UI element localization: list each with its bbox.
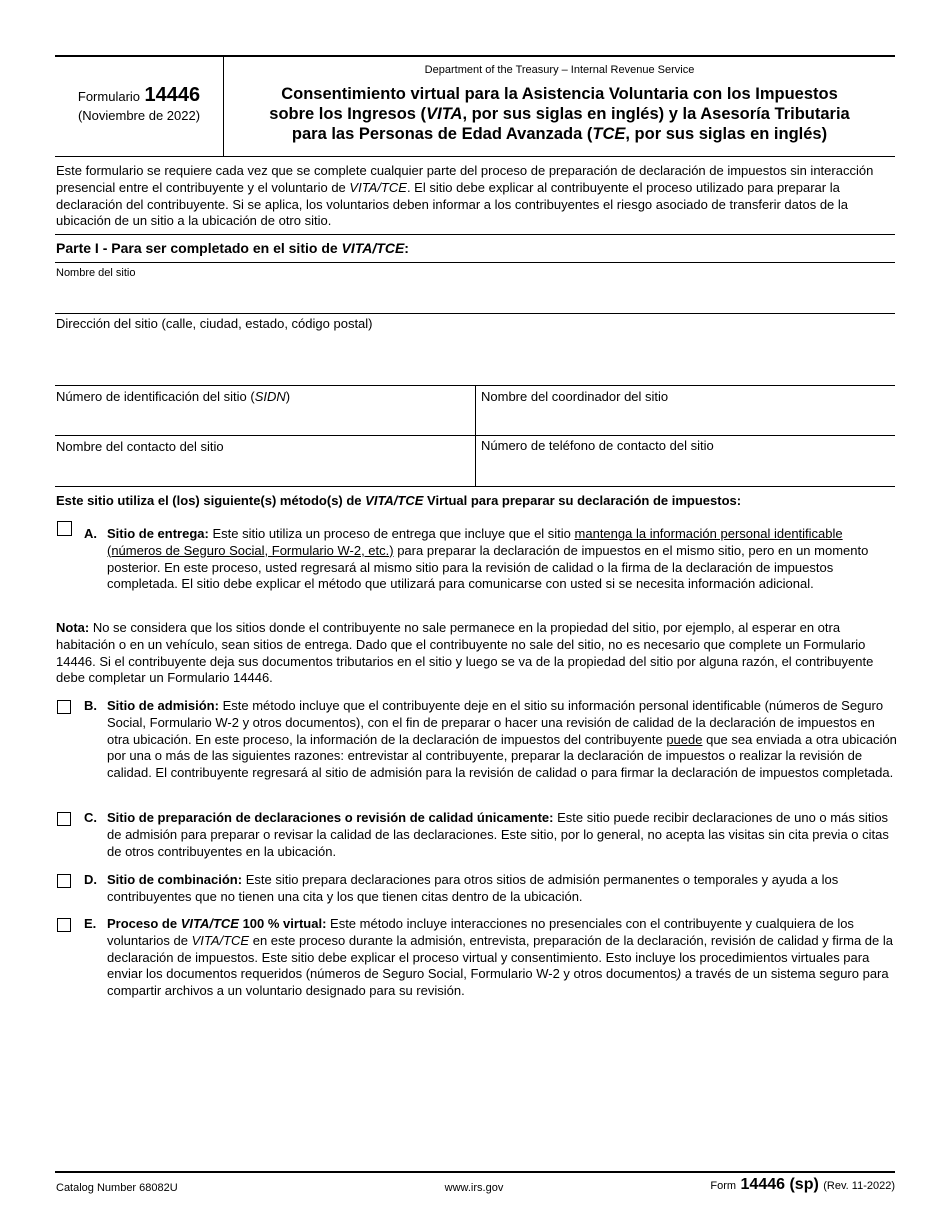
title-tce: TCE — [592, 125, 626, 143]
title-text: sobre los Ingresos ( — [269, 105, 427, 123]
agency-line: Department of the Treasury – Internal Revenue Service — [424, 64, 695, 76]
form-date: (Noviembre de 2022) — [77, 108, 201, 123]
item-a-text: para preparar la declaración de impuestos en el mismo sitio, pero en un momento posterior. En este proceso, usted regresará al mismo sitio para la revisión de calidad o la firma de la declaración de impuestos completada. El sitio debe explicar el método que utilizará para comunicarse con usted si se necesita información adicional. — [107, 542, 869, 592]
item-e-title-text: 100 % virtual: — [238, 916, 327, 931]
methods-text: Virtual para preparar su declaración de impuestos: — [423, 493, 742, 508]
catalog-number: Catalog Number 68082U — [56, 1182, 178, 1194]
site-address-field[interactable] — [55, 333, 895, 383]
form-id-block — [55, 84, 223, 123]
sidn-abbr: SIDN — [254, 389, 286, 404]
sidn-field[interactable] — [55, 405, 473, 433]
item-a-letter: A. — [84, 526, 97, 541]
sidn-text: ) — [285, 389, 291, 404]
part1-top-rule — [55, 234, 895, 235]
field-rule — [55, 435, 895, 436]
intro-text: . El sitio debe explicar al contribuyente el proceso utilizado para preparar la declaración del contribuyente. Si se aplica, los voluntarios deben informar a los contribuyentes el riesgo asociado de transferir datos de la ubicación de un sitio a la ubicación de otro sitio. — [56, 179, 849, 229]
sidn-text: Número de identificación del sitio ( — [56, 389, 255, 404]
heading-text: Parte I - Para ser completado en el sitio de — [56, 240, 342, 256]
footer-rev: (Rev. 11-2022) — [823, 1180, 895, 1192]
footer-form-prefix: Form — [710, 1180, 737, 1192]
part1-heading-rule — [55, 262, 895, 263]
item-d — [84, 872, 899, 906]
contact-name-label: Nombre del contacto del sitio — [56, 439, 224, 454]
form-number: 14446 — [144, 84, 201, 106]
item-e-text: a través de un sistema seguro para compartir archivos a un voluntario designado para su revisión. — [107, 966, 889, 999]
methods-text: Este sitio utiliza el (los) siguiente(s) método(s) de — [56, 493, 366, 508]
item-b-title: Sitio de admisión: — [107, 698, 219, 713]
item-c-letter: C. — [84, 810, 97, 825]
field-divider — [475, 386, 476, 486]
field-rule — [55, 486, 895, 487]
item-b-text: Este método incluye que el contribuyente deje en el sitio su información personal identificable (números de Seguro Social, Formulario W-2 y otros documentos), con el fin de preparar o hacer una revisión de calidad de la declaración de impuestos en otra ubicación. En este proceso, la información de la declaración de impuestos del contribuyente — [107, 698, 884, 747]
item-d-title: Sitio de combinación: — [107, 872, 243, 887]
item-c-title: Sitio de preparación de declaraciones o revisión de calidad únicamente: — [107, 810, 554, 825]
note-label: Nota: — [56, 620, 90, 635]
note-text: No se considera que los sitios donde el contribuyente no sale permanece en la propiedad del sitio, por ejemplo, al esperar en otra habitación o en un vehículo, sean sitios de entrega. Dado que el contribuyente no sale del sitio, no es necesario que complete un Formulario 14446. Si el contribuyente deja sus documentos tributarios en el sitio y luego se va de la propiedad del sitio por alguna razón, el contribuyente debe completar un Formulario 14446. — [56, 620, 874, 686]
heading-vita-tce: VITA/TCE — [341, 240, 405, 256]
title-text: , por sus siglas en inglés) y la Asesoría Tributaria — [462, 105, 850, 123]
title-line-3 — [224, 124, 895, 144]
intro-paragraph — [56, 163, 896, 230]
checkbox-d[interactable] — [57, 874, 71, 888]
note-paragraph — [56, 620, 896, 687]
item-e-vita-tce: VITA/TCE — [191, 932, 250, 948]
contact-phone-field[interactable] — [477, 455, 895, 484]
item-e-title-text: Proceso de — [107, 916, 181, 931]
item-a-text: Este sitio utiliza un proceso de entrega que incluye que el sitio — [208, 526, 575, 541]
item-b-text: que sea enviada a otra ubicación por una o más de las siguientes razones: entrevistar al contribuyente, preparar la declaración de impuestos o realizar la revisión de calidad. El contribuyente regresará al sitio de admisión para la revisión de calidad o para firmar la declaración de impuestos completada. — [107, 731, 897, 781]
form-title — [224, 84, 895, 144]
heading-text: : — [404, 240, 409, 256]
item-a — [84, 526, 899, 593]
item-e-letter: E. — [84, 916, 97, 931]
item-a-title: Sitio de entrega: — [107, 526, 209, 541]
methods-vita-tce: VITA/TCE — [365, 493, 424, 508]
item-d-text: Este sitio prepara declaraciones para otros sitios de admisión permanentes o temporales y ayuda a los contribuyentes que no tienen una cita y los que tienen citas dentro de la ubicación. — [107, 872, 839, 904]
checkbox-b[interactable] — [57, 700, 71, 714]
field-rule — [55, 313, 895, 314]
item-e-paren: ) — [676, 966, 682, 982]
item-e-title — [107, 916, 326, 931]
checkbox-e[interactable] — [57, 918, 71, 932]
item-c-text: Este sitio puede recibir declaraciones de uno o más sitios de admisión para preparar o revisar la calidad de las declaraciones. Este sitio, por lo general, no acepta las visitas sin cita previa o citas de otros contribuyentes en la ubicación. — [107, 810, 889, 859]
item-b-underlined: puede — [666, 731, 703, 747]
checkbox-a[interactable] — [57, 521, 72, 536]
item-e-text: Este método incluye interacciones no presenciales con el contribuyente y cualquiera de los voluntarios de — [107, 916, 854, 948]
footer-form-id — [710, 1176, 895, 1194]
coordinator-label: Nombre del coordinador del sitio — [481, 389, 669, 404]
title-line-2 — [224, 104, 895, 124]
site-name-label: Nombre del sitio — [56, 267, 136, 279]
item-d-letter: D. — [84, 872, 97, 887]
item-b — [84, 698, 899, 782]
title-text: para las Personas de Edad Avanzada ( — [291, 125, 593, 143]
item-e-title-vita-tce: VITA/TCE — [180, 916, 239, 931]
title-line-1: Consentimiento virtual para la Asistencia Voluntaria con los Impuestos — [281, 85, 838, 103]
contact-phone-label: Número de teléfono de contacto del sitio — [481, 438, 714, 453]
website: www.irs.gov — [444, 1182, 504, 1194]
checkbox-c[interactable] — [57, 812, 71, 826]
item-e-text: en este proceso durante la admisión, entrevista, preparación de la declaración, revisión de calidad y firma de la declaración de impuestos. Este sitio debe explicar el proceso virtual y consentimiento. Esto incluye los procedimientos virtuales para enviar los documentos requeridos (números de Seguro Social, Formulario W-2 y otros documentos — [107, 932, 893, 982]
intro-vita-tce: VITA/TCE — [349, 179, 407, 195]
item-e — [84, 916, 899, 1000]
coordinator-field[interactable] — [477, 405, 895, 433]
title-text: , por sus siglas en inglés) — [625, 125, 828, 143]
contact-name-field[interactable] — [55, 455, 473, 484]
footer-rule — [55, 1171, 895, 1173]
footer-form-number: 14446 (sp) — [740, 1176, 819, 1193]
sidn-label — [56, 389, 290, 404]
item-b-letter: B. — [84, 698, 97, 713]
methods-heading — [56, 493, 741, 508]
title-vita: VITA — [426, 105, 463, 123]
site-name-field[interactable] — [55, 280, 895, 312]
part1-heading — [56, 240, 409, 256]
item-a-underlined: mantenga la información personal identificable (números de Seguro Social, Formulario W-2, etc.) — [107, 526, 843, 558]
form-prefix: Formulario — [77, 89, 141, 104]
header-bottom-rule — [55, 156, 895, 157]
site-address-label: Dirección del sitio (calle, ciudad, estado, código postal) — [56, 316, 373, 331]
top-rule — [55, 55, 895, 57]
item-c — [84, 810, 899, 860]
intro-text: Este formulario se requiere cada vez que se complete cualquier parte del proceso de preparación de declaración de impuestos sin interacción presencial entre el contribuyente y el voluntario de — [56, 163, 874, 195]
